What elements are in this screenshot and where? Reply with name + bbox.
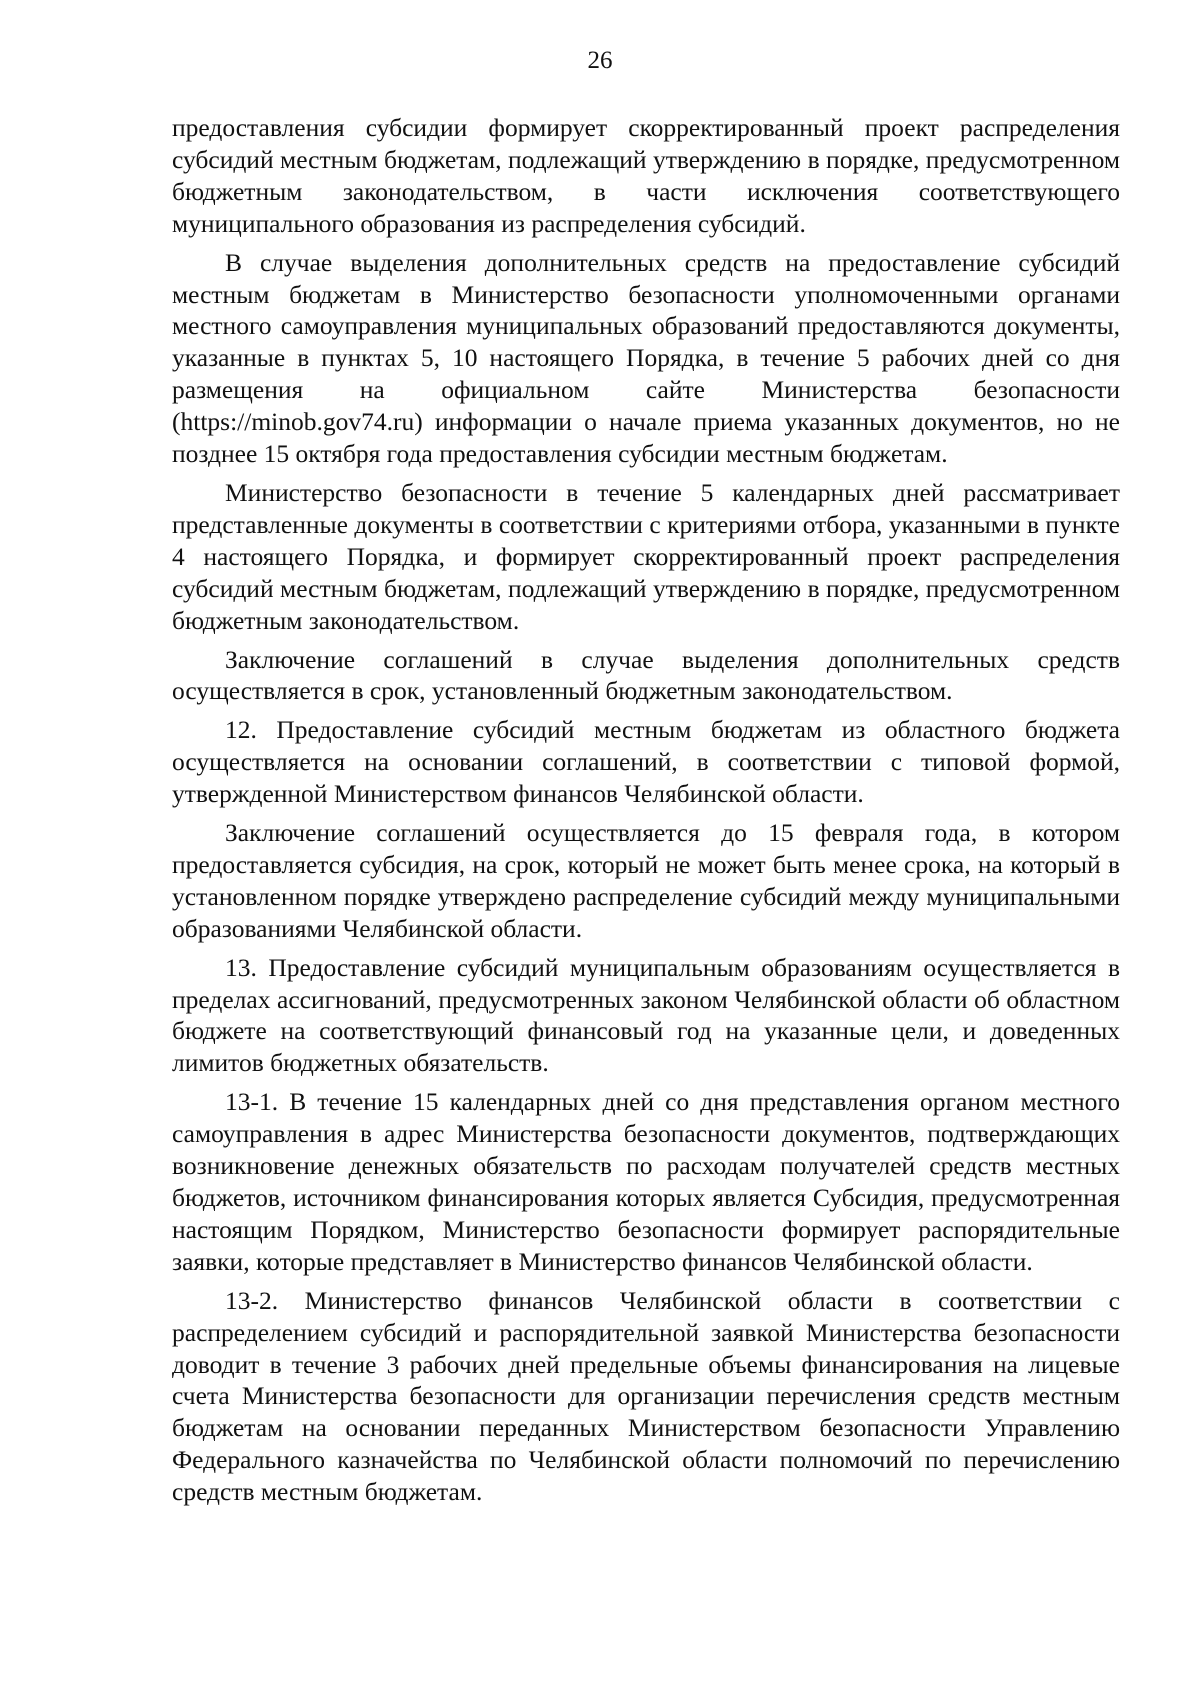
paragraph-item-13-1: 13-1. В течение 15 календарных дней со дня представления органом местного самоуправления в адрес Министерства безопасности документов, подтверждающих возникновение денежных обязательств по расходам получателей средств местных бюджетов, источником финансирования которых является Субсидия, предусмотренная настоящим Порядком, Министерство безопасности формирует распорядительные заявки, которые представляет в Министерство финансов Челябинской области. [172, 1087, 1120, 1276]
paragraph-continuation: предоставления субсидии формирует скорректированный проект распределения субсидий местным бюджетам, подлежащий утверждению в порядке, предусмотренном бюджетным законодательством, в части исключения соответствующего муниципального образования из распределения субсидий. [172, 113, 1120, 238]
document-body [172, 112, 1120, 1515]
page-number: 26 [587, 47, 613, 74]
paragraph-agreement-deadline: Заключение соглашений осуществляется до 15 февраля года, в котором предоставляется субсидия, на срок, который не может быть менее срока, на который в установленном порядке утверждено распределение субсидий между муниципальными образованиями Челябинской области. [172, 818, 1120, 943]
paragraph-additional-funds: В случае выделения дополнительных средств на предоставление субсидий местным бюджетам в Министерство безопасности уполномоченными органами местного самоуправления муниципальных образований предоставляются документы, указанные в пунктах 5, 10 настоящего Порядка, в течение 5 рабочих дней со дня размещения на официальном сайте Министерства безопасности (https://minob.gov74.ru) информации о начале приема указанных документов, но не позднее 15 октября года предоставления субсидии местным бюджетам. [172, 247, 1120, 469]
paragraph-agreement-term: Заключение соглашений в случае выделения дополнительных средств осуществляется в срок, установленный бюджетным законодательством. [172, 644, 1120, 706]
paragraph-ministry-review: Министерство безопасности в течение 5 календарных дней рассматривает представленные документы в соответствии с критериями отбора, указанными в пункте 4 настоящего Порядка, и формирует скорректированный проект распределения субсидий местным бюджетам, подлежащий утверждению в порядке, предусмотренном бюджетным законодательством. [172, 477, 1120, 635]
paragraph-item-13-2: 13-2. Министерство финансов Челябинской области в соответствии с распределением субсидий и распорядительной заявкой Министерства безопасности доводит в течение 3 рабочих дней предельные объемы финансирования на лицевые счета Министерства безопасности для организации перечисления средств местным бюджетам на основании переданных Министерством безопасности Управлению Федерального казначейства по Челябинской области полномочий по перечислению средств местным бюджетам. [172, 1285, 1120, 1507]
paragraph-item-12: 12. Предоставление субсидий местным бюджетам из областного бюджета осуществляется на основании соглашений, в соответствии с типовой формой, утвержденной Министерством финансов Челябинской области. [172, 715, 1120, 809]
paragraph-item-13: 13. Предоставление субсидий муниципальным образованиям осуществляется в пределах ассигнований, предусмотренных законом Челябинской области об областном бюджете на соответствующий финансовый год на указанные цели, и доведенных лимитов бюджетных обязательств. [172, 952, 1120, 1078]
